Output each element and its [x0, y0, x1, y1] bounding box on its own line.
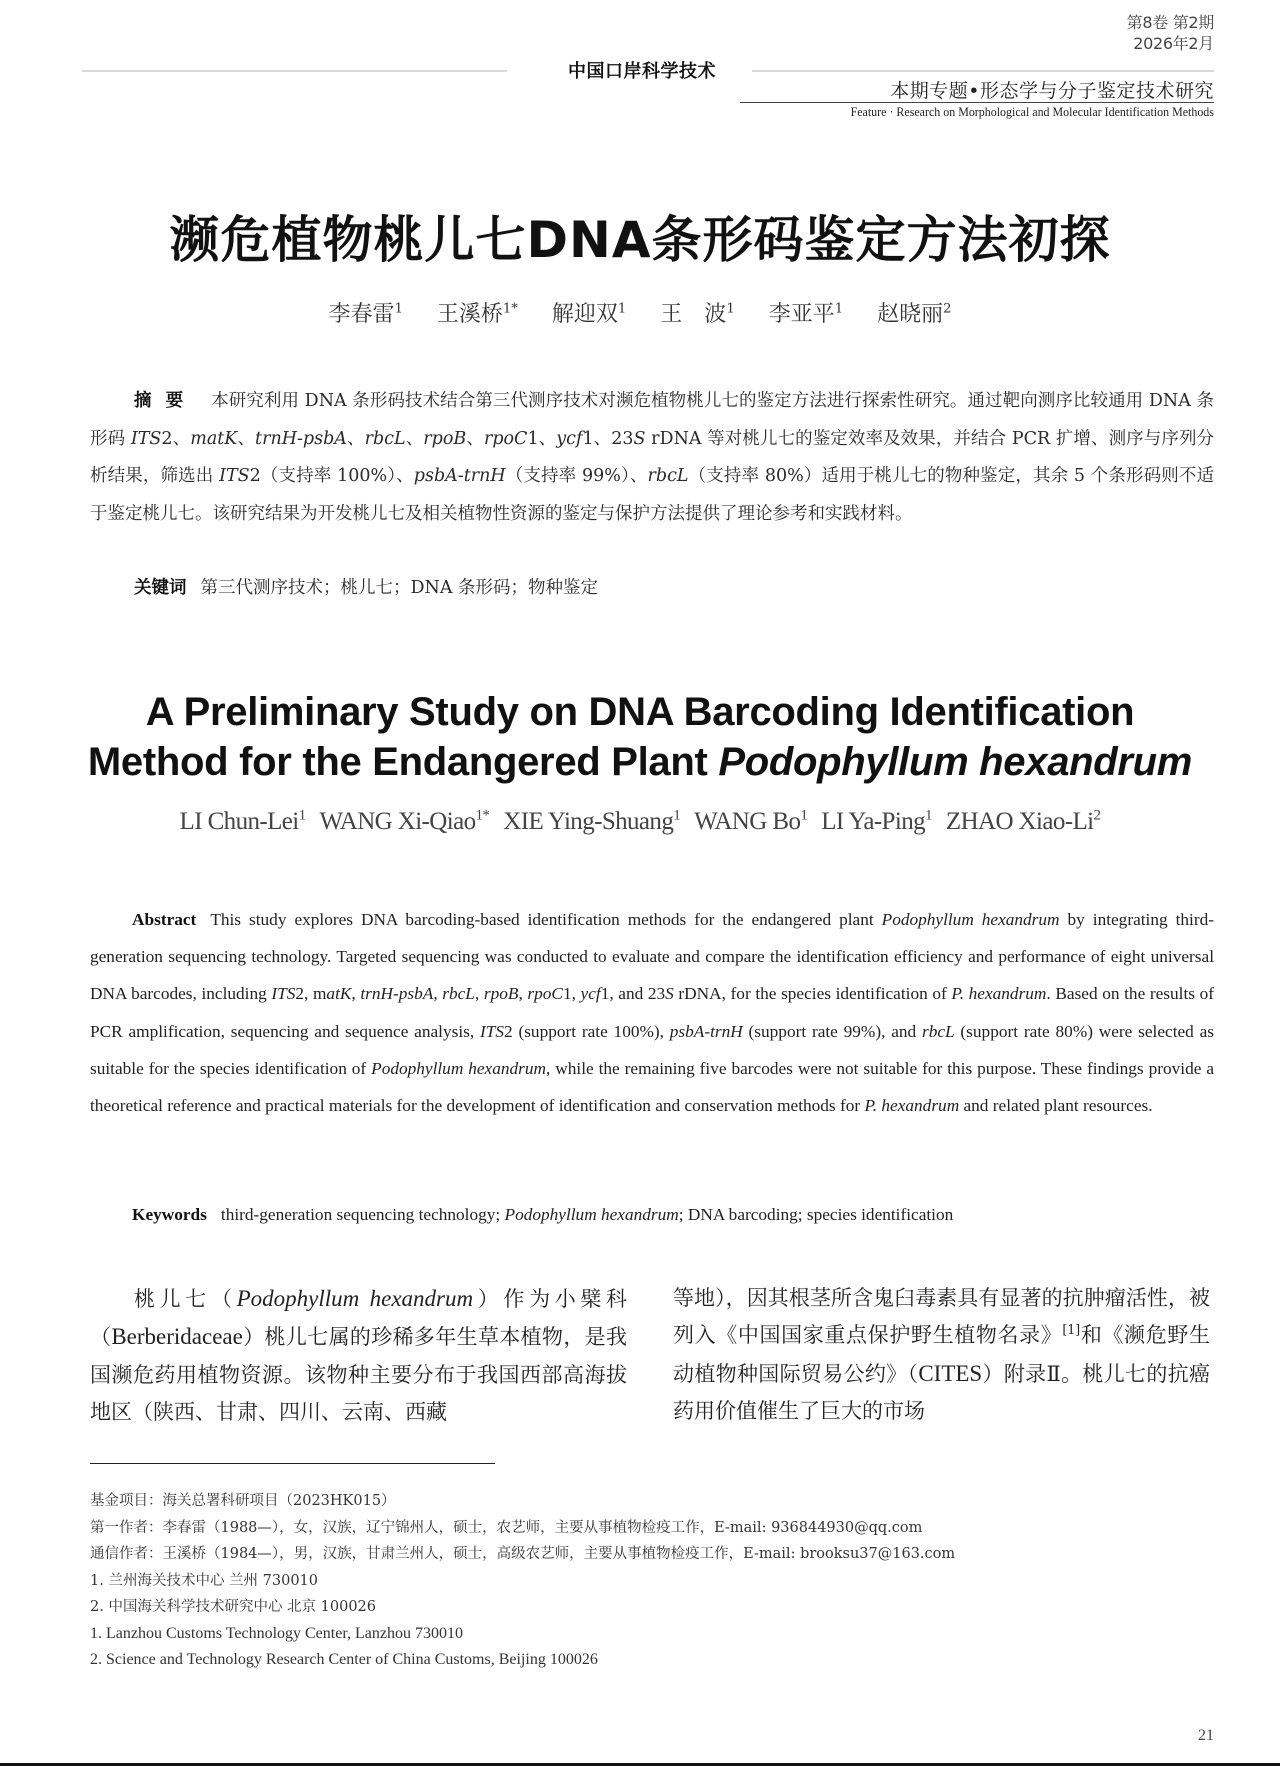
text-run: CITES — [918, 1360, 983, 1386]
author-list-cn — [0, 297, 1280, 328]
author-name: LI Chun-Lei — [179, 808, 299, 835]
author — [180, 808, 306, 835]
header-rule-right — [752, 70, 1214, 72]
footnote-line: 1. 兰州海关技术中心 兰州 730010 — [90, 1572, 319, 1589]
italic-term: rbcL — [442, 984, 475, 1004]
footnote-line: 1. Lanzhou Customs Technology Center, Lanzhou 730010 — [90, 1624, 463, 1642]
author-name: WANG Bo — [694, 808, 801, 835]
text-run: 、 — [466, 428, 484, 449]
abstract-en-text — [90, 910, 1214, 1115]
text-run: 1, — [562, 984, 581, 1004]
citation-ref: [1] — [1062, 1322, 1081, 1338]
italic-term: rpoB — [483, 984, 519, 1004]
footnote-line: 2. Science and Technology Research Center of China Customs, Beijing 100026 — [90, 1651, 598, 1668]
author-name: ZHAO Xiao-Li — [945, 808, 1094, 835]
text-run: 1, and 23 — [600, 984, 666, 1004]
italic-term: rpoC — [483, 428, 528, 449]
author — [946, 808, 1101, 835]
volume-label: 第8卷 第2期 — [1126, 13, 1214, 32]
text-run: rDNA 等对桃儿七的鉴定效率及效果，并结合 PCR 扩增、测序与序列分析结果，筛选出 — [90, 428, 1215, 486]
author-name: WANG Xi-Qiao — [319, 808, 476, 835]
author-name: 李春雷 — [328, 302, 395, 327]
text-run: , — [474, 984, 484, 1004]
text-run: Berberidaceae — [111, 1324, 243, 1350]
keywords-en — [132, 1196, 1212, 1233]
author — [328, 302, 402, 327]
italic-term: matK — [190, 428, 238, 449]
italic-term: rbcL — [364, 428, 406, 449]
title-en-line2-plain: Method for the Endangered Plant — [87, 740, 719, 784]
author — [821, 808, 932, 835]
italic-term: trnH-psbA — [255, 428, 347, 449]
author — [769, 302, 843, 327]
abstract-en-label: Abstract — [132, 910, 197, 929]
text-run: (support rate 99%), and — [742, 1021, 922, 1041]
author — [552, 302, 626, 327]
keywords-cn — [134, 570, 1214, 608]
text-run: This study explores DNA barcoding-based identification methods for the endangered plant — [210, 910, 882, 929]
affiliation-marker: 2 — [1093, 807, 1101, 824]
page-number: 21 — [1198, 1727, 1214, 1744]
italic-term: psbA-trnH — [669, 1021, 743, 1041]
author-name: 赵晓丽 — [877, 302, 944, 327]
text-run: and related plant resources. — [959, 1096, 1153, 1116]
footnote-line: 第一作者：李春雷（1988—），女，汉族，辽宁锦州人，硕士，农艺师，主要从事植物检疫工作，E-mail: 936844930@qq.com — [90, 1519, 923, 1536]
body-column-right — [673, 1280, 1210, 1430]
author-name: XIE Ying-Shuang — [503, 808, 674, 835]
text-run: 2（支持率 100%）、 — [249, 466, 414, 486]
italic-term: rbcL — [647, 466, 689, 486]
author — [660, 302, 734, 327]
text-run: , — [351, 984, 361, 1004]
italic-term: psbA-trnH — [413, 466, 506, 486]
text-run: ）作为小檗科（ — [90, 1287, 628, 1350]
text-run: 1、23 — [582, 428, 634, 449]
abstract-en — [90, 901, 1214, 1124]
abstract-cn — [90, 383, 1214, 533]
affiliation-marker: 2 — [943, 301, 952, 317]
text-run: (support rate 80%) were selected as suitable for the species identification of — [90, 1021, 1215, 1078]
text-run: 本研究利用 DNA 条形码技术结合第三代测序技术对濒危植物桃儿七的鉴定方法进行探索性研究。通过靶向测序比较通用 DNA 条形码 — [90, 391, 1214, 449]
text-run: 2 (support rate 100%), — [504, 1021, 670, 1041]
author-name: 李亚平 — [768, 302, 835, 327]
text-run: . Based on the results of PCR amplification, sequencing and sequence analysis, — [90, 984, 1215, 1041]
affiliation-marker: 1 — [673, 807, 681, 824]
italic-term: ycf — [556, 428, 583, 449]
affiliation-marker: 1* — [475, 807, 490, 824]
italic-term: S — [633, 428, 646, 449]
text-run: （支持率 99%）、 — [505, 466, 648, 486]
affiliation-marker: 1 — [394, 301, 403, 317]
author — [503, 808, 680, 835]
title-en-line1: A Preliminary Study on DNA Barcoding Identification — [145, 690, 1135, 734]
italic-term: rbcL — [921, 1021, 955, 1041]
text-run: 、 — [237, 428, 256, 449]
header-rule-left — [82, 70, 507, 72]
article-title-cn: 濒危植物桃儿七DNA条形码鉴定方法初探 — [169, 211, 1111, 269]
keywords-cn-text: 第三代测序技术；桃儿七；DNA 条形码；物种鉴定 — [200, 578, 599, 598]
issue-date: 2026年2月 — [1133, 34, 1214, 53]
title-en-species: Podophyllum hexandrum — [718, 740, 1193, 784]
italic-term: rpoB — [423, 428, 467, 449]
italic-term: atK — [326, 984, 352, 1004]
text-run: 1、 — [527, 428, 557, 449]
text-run: ）桃儿七属的珍稀多年生草本植物，是我国濒危药用植物资源。该物种主要分布于我国西部高海拔地区（陕西、甘肃、四川、云南、西藏 — [90, 1325, 628, 1424]
italic-term: ycf — [580, 984, 601, 1004]
affiliation-marker: 1 — [834, 301, 844, 317]
author-list-en — [0, 808, 1280, 836]
italic-term: ITS — [479, 1021, 504, 1041]
text-run: 桃儿七（ — [134, 1287, 237, 1311]
text-run: 和《濒危野生动植物种国际贸易公约》（ — [673, 1323, 1211, 1386]
affiliation-marker: 1 — [800, 807, 808, 824]
italic-term: S — [665, 984, 674, 1004]
italic-term: Podophyllum hexandrum — [504, 1205, 679, 1224]
text-run: ）附录Ⅱ。桃儿七的抗癌药用价值催生了巨大的市场 — [673, 1361, 1210, 1423]
italic-term: ITS — [271, 984, 296, 1004]
author-name: 解迎双 — [551, 302, 618, 327]
text-run: 2, m — [295, 984, 327, 1004]
text-run: （支持率 80%）适用于桃儿七的物种鉴定，其余 5 个条形码则不适于鉴定桃儿七。该研究结果为开发桃儿七及相关植物性资源的鉴定与保护方法提供了理论参考和实践材料。 — [90, 466, 1215, 524]
journal-name: 中国口岸科学技术 — [568, 61, 716, 82]
footnote-line: 2. 中国海关科学技术研究中心 北京 100026 — [90, 1599, 377, 1615]
text-run: by integrating third-generation sequencing technology. Targeted sequencing was conducted to evaluate and compare the identification efficiency and performance of eight universal DNA barcodes, including — [90, 910, 1215, 1004]
text-run: third-generation sequencing technology; — [220, 1205, 505, 1224]
italic-term: P. hexandrum — [951, 984, 1047, 1004]
italic-term: ITS — [130, 428, 162, 449]
text-run: , while the remaining five barcodes were not suitable for this purpose. These findings provide a theoretical reference and practical materials for the development of identification and conservation methods for — [90, 1058, 1214, 1116]
text-run: rDNA, for the species identification of — [673, 984, 952, 1004]
italic-term: Podophyllum hexandrum — [236, 1286, 474, 1311]
author — [694, 808, 807, 835]
text-run: 、 — [405, 428, 424, 449]
article-title-en — [0, 687, 1280, 787]
abstract-cn-text — [90, 391, 1214, 524]
italic-term: P. hexandrum — [864, 1096, 960, 1116]
text-run: ; DNA barcoding; species identification — [678, 1205, 954, 1224]
author — [877, 302, 951, 327]
italic-term: rpoC — [527, 984, 563, 1004]
text-run: 2、 — [161, 428, 191, 449]
italic-term: Podophyllum hexandrum — [881, 910, 1060, 929]
affiliation-marker: 1 — [298, 807, 306, 824]
title-en-line2 — [0, 737, 1280, 787]
body-column-left — [90, 1280, 627, 1431]
italic-term: Podophyllum hexandrum — [371, 1058, 546, 1078]
affiliation-marker: 1 — [617, 301, 627, 317]
affiliation-marker: 1 — [726, 301, 735, 317]
text-run: , — [433, 984, 443, 1004]
footnote-line: 基金项目：海关总署科研项目（2023HK015） — [90, 1493, 396, 1509]
text-run: , — [518, 984, 528, 1004]
text-run: 、 — [346, 428, 365, 449]
feature-title-cn: 本期专题•形态学与分子鉴定技术研究 — [890, 80, 1214, 102]
volume-issue — [1127, 12, 1214, 54]
footnote-rule — [90, 1463, 495, 1464]
italic-term: ITS — [219, 466, 250, 486]
feature-title-en: Feature · Research on Morphological and Molecular Identification Methods — [850, 104, 1214, 119]
affiliation-marker: 1* — [502, 301, 518, 317]
footnotes — [90, 1488, 1230, 1674]
keywords-cn-label: 关键词 — [134, 578, 187, 598]
footnote-line: 通信作者：王溪桥（1984—），男，汉族，甘肃兰州人，硕士，高级农艺师，主要从事植物检疫工作，E-mail: brooksu37@163.com — [90, 1546, 956, 1562]
text-run: 等地），因其根茎所含鬼臼毒素具有显著的抗肿瘤活性，被列入《中国国家重点保护野生植物名录》 — [673, 1286, 1210, 1348]
italic-term: trnH-psbA — [360, 984, 434, 1004]
author — [437, 302, 518, 327]
author-name: 王溪桥 — [436, 302, 503, 327]
feature-rule — [740, 102, 1214, 103]
keywords-en-text — [221, 1205, 953, 1224]
abstract-cn-label: 摘要 — [134, 391, 198, 411]
author-name: 王 波 — [660, 302, 727, 327]
keywords-en-label: Keywords — [132, 1205, 207, 1224]
author-name: LI Ya-Ping — [821, 808, 925, 835]
author — [320, 808, 490, 835]
affiliation-marker: 1 — [925, 807, 932, 824]
